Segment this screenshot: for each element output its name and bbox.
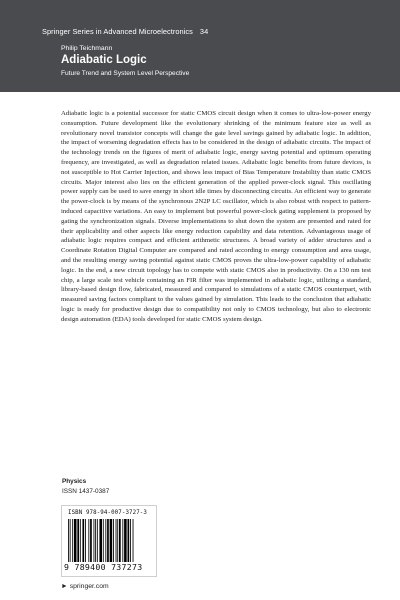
arrow-icon: ► xyxy=(61,583,68,590)
isbn-label: ISBN 978-94-007-3727-3 xyxy=(68,510,147,516)
footer-area xyxy=(0,470,400,600)
barcode-digits: 9 789400 737273 xyxy=(64,562,143,572)
book-subtitle: Future Trend and System Level Perspective xyxy=(61,70,190,77)
header-band xyxy=(0,0,400,92)
book-title: Adiabatic Logic xyxy=(61,54,147,66)
series-number: 34 xyxy=(199,27,209,36)
series-name: Springer Series in Advanced Microelectronics xyxy=(42,27,193,36)
abstract-text: Adiabatic logic is a potential successor for static CMOS circuit design when it comes to ultra-low-power energy consumption. Future development like the evolutionary shrinking of the minimum feature size as well as revolutionary novel transistor concepts will change the gate level savings gained by adiabatic logic. In addition, the impact of worsening degradation effects has to be considered in the design of adiabatic circuits. The impact of the technology trends on the figures of merit of adiabatic logic, energy saving potential and optimum operating frequency, are investigated, as well as degradation related issues. Adiabatic logic benefits from future devices, is not susceptible to Hot Carrier Injection, and shows less impact of Bias Temperature Instability than static CMOS circuits. Major interest also lies on the efficient generation of the applied power-clock signal. This oscillating power supply can be used to save energy in short idle times by disconnecting circuits. An efficient way to generate the power-clock is by means of the synchronous 2N2P LC oscillator, which is also robust with respect to pattern-induced capacitive variations. An easy to implement but powerful power-clock gating supplement is proposed by gating the synchronization signals. Diverse implementations to shut down the system are presented and rated for their applicability and other aspects like energy reduction capability and data retention. Advantageous usage of adiabatic logic requires compact and efficient arithmetic structures. A broad variety of adder structures and a Coordinate Rotation Digital Computer are compared and rated according to energy consumption and area usage, and the resulting energy saving potential against static CMOS proves the ultra-low-power capability of adiabatic logic. In the end, a new circuit topology has to compete with static CMOS also in productivity. On a 130 nm test chip, a large scale test vehicle containing an FIR filter was implemented in adiabatic logic, utilizing a standard, library-based design flow, fabricated, measured and compared to simulations of a static CMOS counterpart, with measured saving factors compliant to the values gained by simulation. This leads to the conclusion that adiabatic logic is ready for productive design due to compatibility not only to CMOS technology, but also to electronic design automation (EDA) tools developed for static CMOS system design. xyxy=(61,110,371,323)
subject-category: Physics xyxy=(62,478,87,485)
publisher-website[interactable] xyxy=(61,583,109,590)
website-label: springer.com xyxy=(69,583,109,590)
author-name: Philip Teichmann xyxy=(61,45,113,52)
series-title xyxy=(42,27,208,36)
isbn-barcode xyxy=(61,505,157,577)
issn-number: ISSN 1437-0387 xyxy=(62,488,110,495)
barcode-icon xyxy=(68,519,152,562)
